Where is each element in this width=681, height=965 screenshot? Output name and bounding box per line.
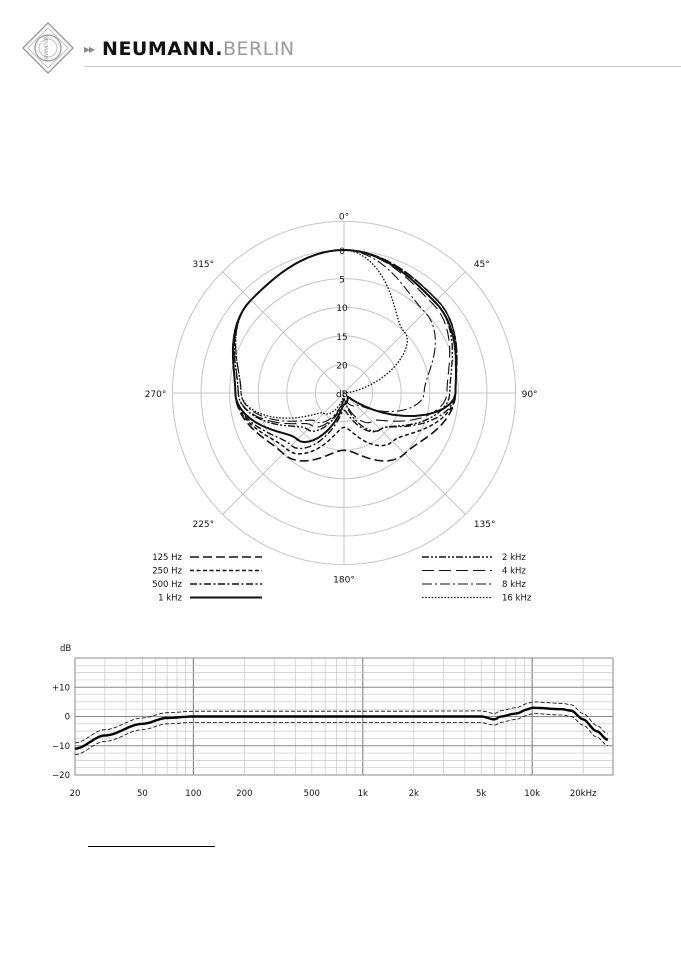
freq-x-tick: 100 [185,789,202,799]
brand-arrows-icon: ▸▸ [84,42,95,56]
legend-label: 125 Hz [152,553,182,563]
freq-x-tick: 20kHz [569,789,597,799]
polar-radial-tick: 20 [336,361,348,372]
page-header [0,0,681,80]
freq-x-tick: 1k [357,789,368,799]
polar-radial-tick: 0 [339,247,345,257]
brand-name: NEUMANN. [102,38,223,60]
polar-angle-label: 0° [338,212,350,223]
freq-x-tick: 2k [408,789,419,799]
polar-angle-label: 180° [333,575,355,586]
legend-label: 2 kHz [502,553,526,563]
freq-series-line [75,708,608,749]
polar-angle-label: 45° [473,260,490,271]
polar-radial-tick: 5 [339,275,345,286]
freq-y-axis-label: dB [60,644,72,654]
logo-text: NEUMANN [42,35,48,61]
brand-wordmark [84,36,295,62]
freq-y-tick: 0 [64,712,70,723]
polar-angle-label: 270° [144,390,167,400]
freq-x-tick: 5k [476,789,487,799]
neumann-logo-icon [22,22,74,74]
polar-radial-tick: 15 [336,332,348,343]
frequency-response-chart [0,640,681,800]
polar-angle-label: 90° [521,390,538,400]
legend-label: 16 kHz [502,593,532,604]
freq-y-tick: +10 [52,683,70,694]
polar-angle-label: 225° [192,519,215,530]
brand-city: BERLIN [223,38,295,60]
freq-y-tick: −10 [52,741,70,752]
freq-x-tick: 50 [136,789,148,799]
legend-label: 250 Hz [152,566,182,577]
legend-label: 4 kHz [502,566,526,577]
polar-spoke [223,272,344,393]
legend-label: 500 Hz [152,580,182,590]
footnote-divider [88,846,215,847]
freq-x-tick: 20 [69,789,81,799]
polar-angle-label: 135° [473,519,496,530]
legend-label: 1 kHz [158,593,182,604]
polar-pattern-chart [0,195,681,605]
polar-angle-label: 315° [192,260,215,271]
freq-y-tick: −20 [52,771,70,781]
legend-label: 8 kHz [502,580,526,590]
polar-radial-tick: 10 [336,304,348,315]
freq-x-tick: 200 [236,789,253,799]
freq-x-tick: 500 [303,789,320,799]
header-divider [84,66,681,67]
freq-x-tick: 10k [524,789,541,799]
polar-radial-tick: dB [336,390,348,400]
